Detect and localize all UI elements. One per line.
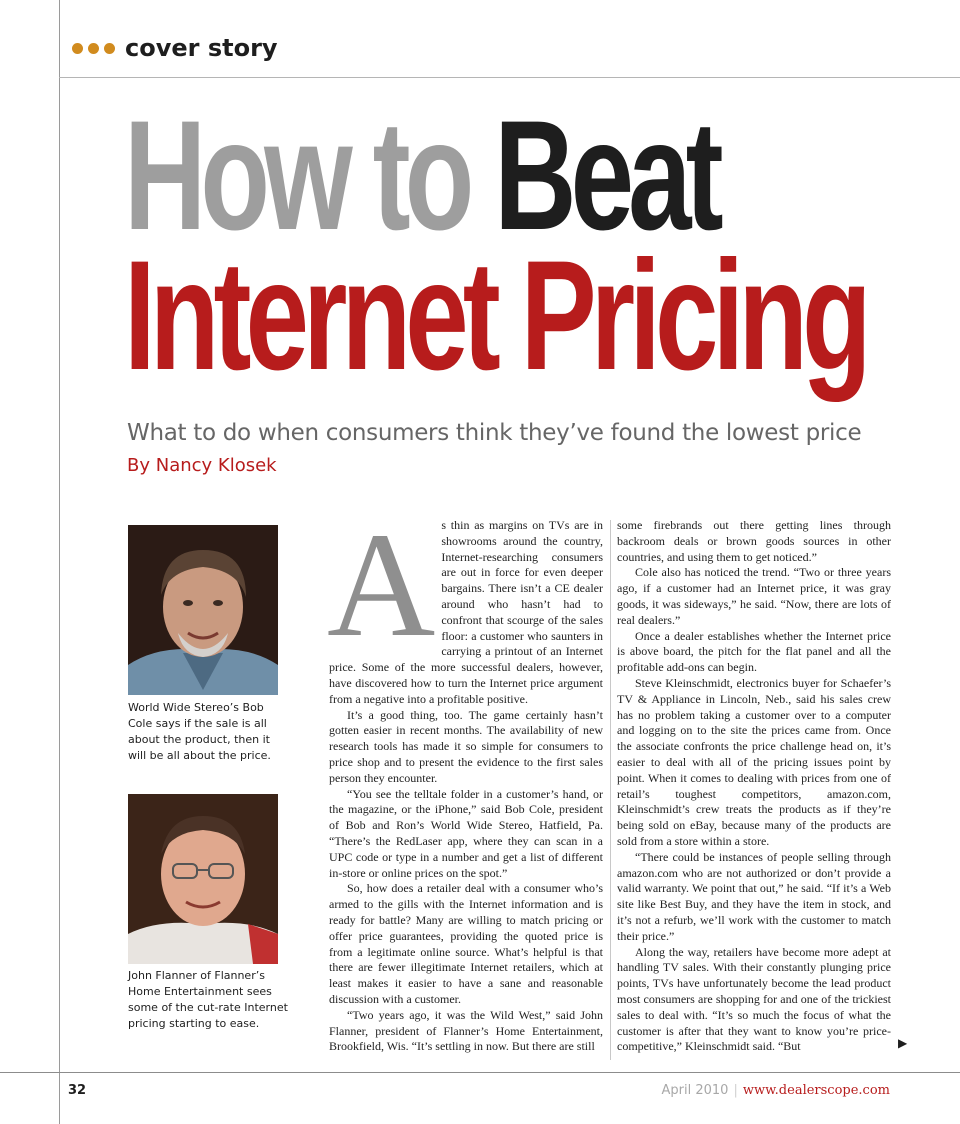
paragraph: “Two years ago, it was the Wild West,” said John Flanner, president of Flanner’s Home Entertainment, Brookfield, Wis. “It’s settling in now. But there are still — [329, 1007, 603, 1054]
paragraph: So, how does a retailer deal with a consumer who’s armed to the gills with the Internet information and is ready for battle? Many are willing to match pricing or offer price guarantees, providing the quoted price is from a legitimate online source. What’s helpful is that there are fewer illegitimate Internet retailers, which at least makes it easier to have a sane and reasonable discussion with a customer. — [329, 881, 603, 1006]
caption-photo-2: John Flanner of Flanner’s Home Entertainment sees some of the cut-rate Internet pricing starting to ease. — [128, 969, 288, 1030]
headline-line1 — [124, 89, 866, 263]
footer-info — [662, 1083, 891, 1098]
page-number: 32 — [68, 1083, 87, 1098]
article-column-1 — [327, 502, 603, 1055]
drop-cap: A — [327, 502, 436, 668]
article-column-2 — [617, 518, 891, 1055]
bullet-dots-icon — [72, 43, 115, 54]
paragraph: some firebrands out there getting lines through backroom deals or brown goods sources in other countries, and using them to get noticed.” — [617, 518, 891, 564]
website-link[interactable]: www.dealerscope.com — [742, 1083, 890, 1098]
paragraph: “You see the telltale folder in a customer’s hand, or the magazine, or the iPhone,” said Bob Cole, president of Bob and Ron’s World Wide Stereo, Hatfield, Pa. “There’s the RedLaser app, where they can scan in a UPC code or type in a number and get a list of different in-store or online prices on the spot.” — [329, 786, 603, 880]
header-rule — [59, 77, 960, 78]
paragraph: Once a dealer establishes whether the Internet price is above board, the pitch for the flat panel and all the profitable add-ons can begin. — [617, 628, 891, 675]
caption-photo-1: World Wide Stereo’s Bob Cole says if the sale is all about the product, then it will be all about the price. — [128, 701, 271, 762]
byline: By Nancy Klosek — [127, 455, 277, 476]
paragraph: Along the way, retailers have become more adept at handling TV sales. With their constantly plunging price points, TVs have unfortunately become the lead product most consumers are shopping for and one of the trickiest sales to deal with. “It’s so much the focus of what the customer is after that they want to know you’re price-competitive,” Kleinschmidt said. “But — [617, 944, 891, 1054]
footer-rule — [0, 1072, 960, 1073]
headline-line2: Internet Pricing — [124, 229, 866, 403]
section-header — [72, 34, 278, 62]
photo-bob-cole — [128, 525, 278, 695]
photo-john-flanner — [128, 794, 278, 964]
paragraph: s thin as margins on TVs are in showrooms around the country, Internet-researching consumers are out in force for even deeper bargains. There isn’t a CE dealer around who hasn’t had to confront that scourge of the sales floor: a customer who saunters in carrying a printout of an Internet price. Some of the more successful dealers, however, have discovered how to turn the Internet price argument from a negative into a profitable positive. — [329, 518, 603, 706]
subtitle: What to do when consumers think they’ve found the lowest price — [127, 420, 862, 446]
paragraph: It’s a good thing, too. The game certainly hasn’t gotten easier in recent months. The availability of new research tools has made it so simple for consumers to price shop and to present the evidence to the first sales person they encounter. — [329, 707, 603, 785]
headline — [124, 89, 866, 403]
portrait-john-flanner — [128, 794, 278, 964]
margin-line — [59, 0, 60, 1124]
paragraph: Cole also has noticed the trend. “Two or three years ago, if a customer had an Internet price, it was gray goods, it was sideways,” he said. “Now, there are lots of real dealers.” — [617, 565, 891, 627]
paragraph: “There could be instances of people selling through amazon.com who are not authorized or don’t provide a valid warranty. We point that out,” he said. “If it’s a Web site like Best Buy, and they have the item in stock, and it’s not a refurb, we’ll work with the customer to match their price.” — [617, 849, 891, 943]
column-divider — [610, 520, 611, 1060]
continue-arrow-icon: ▶ — [898, 1036, 908, 1050]
headline-part-black: Beat — [494, 89, 718, 263]
footer-separator: | — [733, 1083, 738, 1098]
issue-date: April 2010 — [661, 1083, 729, 1098]
paragraph: Steve Kleinschmidt, electronics buyer for Schaefer’s TV & Appliance in Lincoln, Neb., said his sales crew has no problem taking a customer over to a computer and logging on to the site the prices came from. Once the associate confronts the price challenge head on, it’s easier to deal with all of the pricing issues point by point. When it comes to dealing with prices from one of retail’s toughest competitors, amazon.com, Kleinschmidt’s crew treats the products as if they’re being sold on eBay, because many of the products are sold from a store within a store. — [617, 675, 891, 848]
headline-part-gray: How to — [124, 89, 495, 263]
section-label: cover story — [125, 34, 278, 62]
portrait-bob-cole — [128, 525, 278, 695]
